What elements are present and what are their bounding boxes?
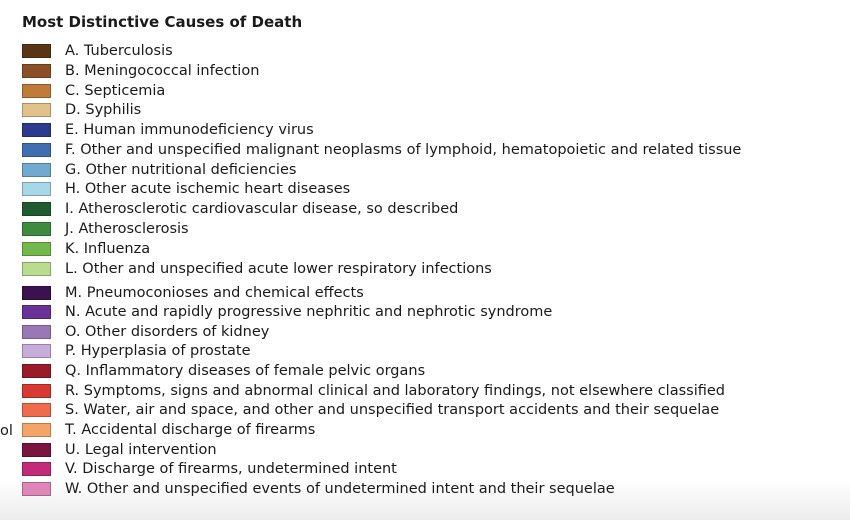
legend-swatch xyxy=(22,344,51,358)
legend-item xyxy=(22,260,842,278)
legend-item xyxy=(22,382,842,400)
legend-item xyxy=(22,441,842,459)
legend-item xyxy=(22,42,842,60)
legend-item xyxy=(22,200,842,218)
legend-item xyxy=(22,180,842,198)
legend-label: K. Influenza xyxy=(65,241,151,257)
legend-swatch xyxy=(22,103,51,117)
legend-label: P. Hyperplasia of prostate xyxy=(65,343,251,359)
legend-label: V. Discharge of firearms, undetermined intent xyxy=(65,461,397,477)
legend-item xyxy=(22,401,842,419)
legend-label: S. Water, air and space, and other and unspecified transport accidents and their sequelae xyxy=(65,402,720,418)
legend-swatch xyxy=(22,423,51,437)
clipped-text-fragment: ol xyxy=(0,423,13,439)
legend-item xyxy=(22,284,842,302)
legend-label: H. Other acute ischemic heart diseases xyxy=(65,181,351,197)
legend-swatch xyxy=(22,222,51,236)
legend-item xyxy=(22,342,842,360)
legend-item xyxy=(22,480,842,498)
legend-label: M. Pneumoconioses and chemical effects xyxy=(65,285,364,301)
legend-item xyxy=(22,303,842,321)
legend-label: O. Other disorders of kidney xyxy=(65,324,270,340)
legend-label: N. Acute and rapidly progressive nephritic and nephrotic syndrome xyxy=(65,304,553,320)
legend-swatch xyxy=(22,364,51,378)
legend-label: L. Other and unspecified acute lower respiratory infections xyxy=(65,261,492,277)
legend-label: E. Human immunodeficiency virus xyxy=(65,122,314,138)
legend-item xyxy=(22,141,842,159)
legend-item xyxy=(22,101,842,119)
legend-swatch xyxy=(22,84,51,98)
legend-label: W. Other and unspecified events of undetermined intent and their sequelae xyxy=(65,481,615,497)
legend-label: A. Tuberculosis xyxy=(65,43,173,59)
legend-swatch xyxy=(22,286,51,300)
legend-title: Most Distinctive Causes of Death xyxy=(22,13,303,31)
legend-label: G. Other nutritional deficiencies xyxy=(65,162,297,178)
legend-label: F. Other and unspecified malignant neoplasms of lymphoid, hematopoietic and related tissue xyxy=(65,142,742,158)
legend-swatch xyxy=(22,443,51,457)
legend-label: Q. Inflammatory diseases of female pelvic organs xyxy=(65,363,426,379)
legend-label: C. Septicemia xyxy=(65,83,166,99)
legend-swatch xyxy=(22,64,51,78)
legend-label: B. Meningococcal infection xyxy=(65,63,260,79)
legend-swatch xyxy=(22,163,51,177)
legend-item xyxy=(22,323,842,341)
legend-item xyxy=(22,161,842,179)
legend-item xyxy=(22,240,842,258)
legend-swatch xyxy=(22,143,51,157)
legend-label: I. Atherosclerotic cardiovascular disease, so described xyxy=(65,201,459,217)
legend-swatch xyxy=(22,482,51,496)
legend-swatch xyxy=(22,262,51,276)
legend-swatch xyxy=(22,384,51,398)
legend-swatch xyxy=(22,462,51,476)
legend-item xyxy=(22,220,842,238)
legend-label: J. Atherosclerosis xyxy=(65,221,189,237)
legend-swatch xyxy=(22,403,51,417)
legend-label: U. Legal intervention xyxy=(65,442,217,458)
legend-item xyxy=(22,82,842,100)
legend-label: R. Symptoms, signs and abnormal clinical and laboratory findings, not elsewhere classified xyxy=(65,383,725,399)
legend-swatch xyxy=(22,123,51,137)
legend-item xyxy=(22,460,842,478)
legend-item xyxy=(22,362,842,380)
legend-swatch xyxy=(22,182,51,196)
legend-item xyxy=(22,421,842,439)
legend-item xyxy=(22,121,842,139)
legend-item xyxy=(22,62,842,80)
legend-swatch xyxy=(22,305,51,319)
legend-swatch xyxy=(22,242,51,256)
legend-label: T. Accidental discharge of firearms xyxy=(65,422,316,438)
legend-swatch xyxy=(22,44,51,58)
legend-swatch xyxy=(22,202,51,216)
legend-swatch xyxy=(22,325,51,339)
legend-label: D. Syphilis xyxy=(65,102,142,118)
